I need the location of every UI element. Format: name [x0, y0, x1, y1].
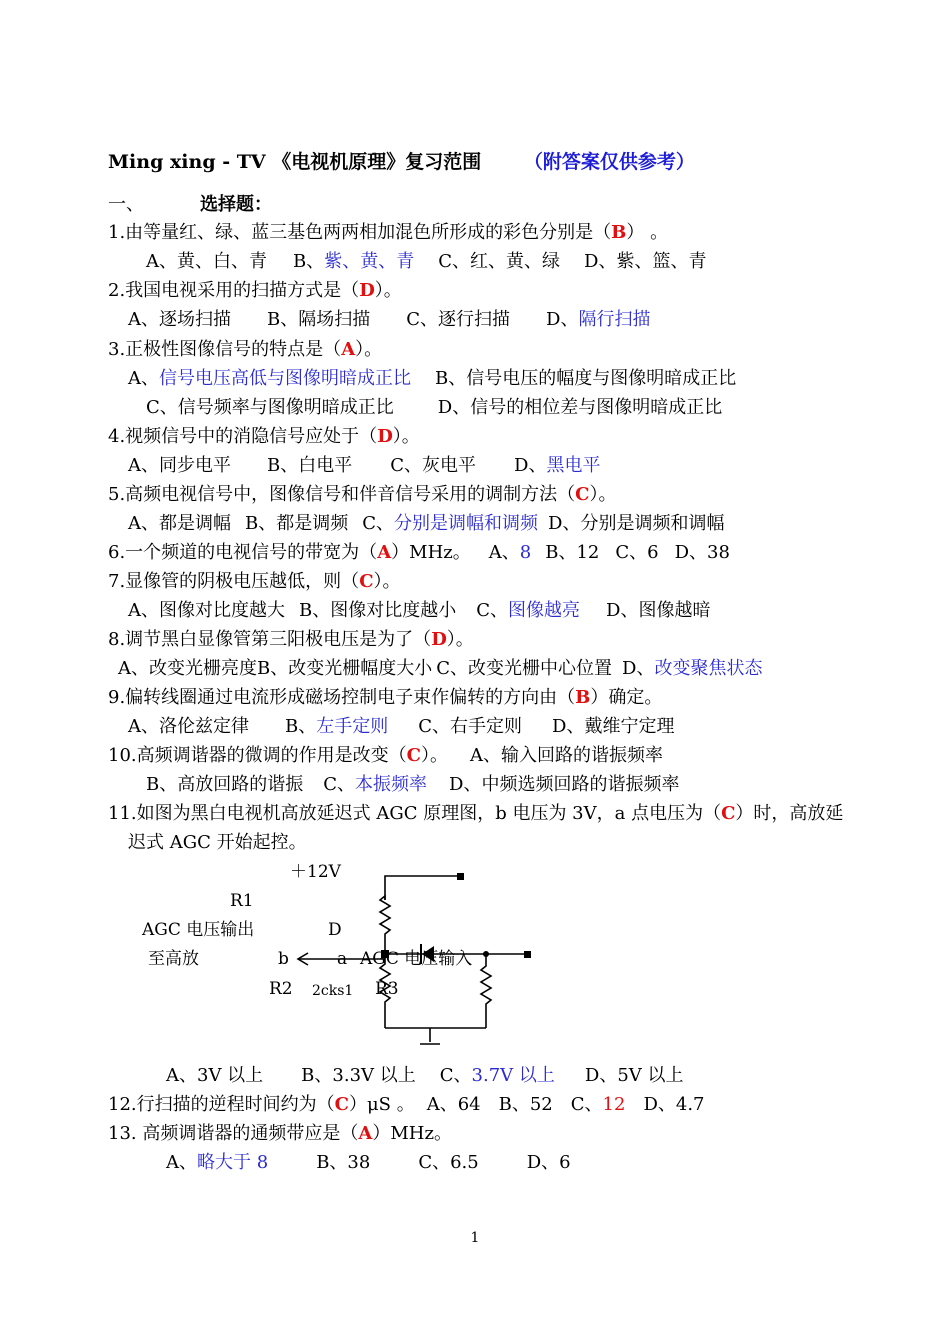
- options-5: A、都是调幅 B、都是调频 C、分别是调幅和调频 D、分别是调频和调幅: [128, 513, 725, 534]
- section-heading: 一、 选择题：: [108, 194, 272, 215]
- question-8: 8.调节黑白显像管第三阳极电压是为了（D）。: [108, 629, 474, 650]
- question-10: 10.高频调谐器的微调的作用是改变（C）。 A、输入回路的谐振频率: [108, 745, 663, 766]
- options-13: A、略大于 8 B、38 C、6.5 D、6: [166, 1152, 571, 1173]
- options-8: A、改变光栅亮度B、改变光栅幅度大小 C、改变光栅中心位置 D、改变聚焦状态: [118, 658, 763, 679]
- terminal-12v: [457, 873, 464, 880]
- label-agc-in: AGC 电压输入: [360, 949, 473, 969]
- answer-12: C: [334, 1094, 349, 1115]
- answer-9: B: [575, 687, 591, 708]
- question-1: 1.由等量红、绿、蓝三基色两两相加混色所形成的彩色分别是（B） 。: [108, 222, 669, 243]
- r1-resistor: [380, 896, 390, 954]
- answer-5: C: [575, 484, 590, 505]
- terminal-agc-in: [524, 951, 531, 958]
- wire-top: [385, 876, 460, 900]
- options-3b: C、信号频率与图像明暗成正比 D、信号的相位差与图像明暗成正比: [146, 397, 723, 418]
- label-to-hf: 至高放: [148, 949, 199, 969]
- question-2: 2.我国电视采用的扫描方式是（D）。: [108, 280, 402, 301]
- answer-4: D: [377, 426, 393, 447]
- options-4: A、同步电平 B、白电平 C、灰电平 D、黑电平: [128, 455, 601, 476]
- question-9: 9.偏转线圈通过电流形成磁场控制电子束作偏转的方向由（B）确定。: [108, 687, 663, 708]
- options-10: B、高放回路的谐振 C、本振频率 D、中频选频回路的谐振频率: [146, 774, 680, 795]
- answer-8: D: [431, 629, 447, 650]
- answer-3: A: [341, 339, 356, 360]
- options-1: A、黄、白、青 B、紫、黄、青 C、红、黄、绿 D、紫、篮、青: [146, 251, 707, 272]
- answer-10: C: [406, 745, 421, 766]
- question-12: 12.行扫描的逆程时间约为（C）μS 。 A、64 B、52 C、12 D、4.7: [108, 1094, 705, 1115]
- question-7: 7.显像管的阴极电压越低，则（C）。: [108, 571, 401, 592]
- label-d: D: [328, 920, 342, 940]
- answer-7: C: [359, 571, 374, 592]
- label-r2: R2: [269, 979, 293, 999]
- answer-1: B: [611, 222, 627, 243]
- r3-resistor: [481, 954, 491, 1028]
- label-r1: R1: [230, 891, 254, 911]
- label-12v: ＋12V: [290, 862, 341, 882]
- options-9: A、洛伦兹定律 B、左手定则 C、右手定则 D、戴维宁定理: [128, 716, 675, 737]
- title-main: Ming xing - TV 《电视机原理》复习范围: [108, 151, 482, 173]
- answer-13: A: [358, 1123, 373, 1144]
- answer-6: A: [377, 542, 392, 563]
- node-r3: [483, 951, 489, 957]
- question-4: 4.视频信号中的消隐信号应处于（D）。: [108, 426, 420, 447]
- question-5: 5.高频电视信号中，图像信号和伴音信号采用的调制方法（C）。: [108, 484, 617, 505]
- options-3a: A、信号电压高低与图像明暗成正比 B、信号电压的幅度与图像明暗成正比: [128, 368, 737, 389]
- options-7: A、图像对比度越大 B、图像对比度越小 C、图像越亮 D、图像越暗: [128, 600, 711, 621]
- question-6: 6.一个频道的电视信号的带宽为（A）MHz。 A、8 B、12 C、6 D、38: [108, 542, 730, 563]
- answer-2: D: [359, 280, 375, 301]
- question-3: 3.正极性图像信号的特点是（A）。: [108, 339, 383, 360]
- question-11-cont: 迟式 AGC 开始起控。: [128, 832, 307, 853]
- label-r3: R3: [375, 979, 399, 999]
- title-note: （附答案仅供参考）: [523, 151, 695, 173]
- options-11: A、3V 以上 B、3.3V 以上 C、3.7V 以上 D、5V 以上: [166, 1065, 684, 1086]
- label-agc-out: AGC 电压输出: [142, 920, 255, 940]
- answer-11: C: [721, 803, 736, 824]
- options-2: A、逐场扫描 B、隔场扫描 C、逐行扫描 D、隔行扫描: [128, 309, 651, 330]
- page-number: 1: [470, 1230, 480, 1246]
- question-11: 11.如图为黑白电视机高放延迟式 AGC 原理图，b 电压为 3V，a 点电压为（C）时，高放延: [108, 803, 844, 824]
- label-b: b: [278, 949, 289, 969]
- label-a: a: [337, 949, 348, 969]
- question-13: 13. 高频调谐器的通频带应是（A）MHz。: [108, 1123, 452, 1144]
- label-cks: 2cks1: [312, 983, 354, 999]
